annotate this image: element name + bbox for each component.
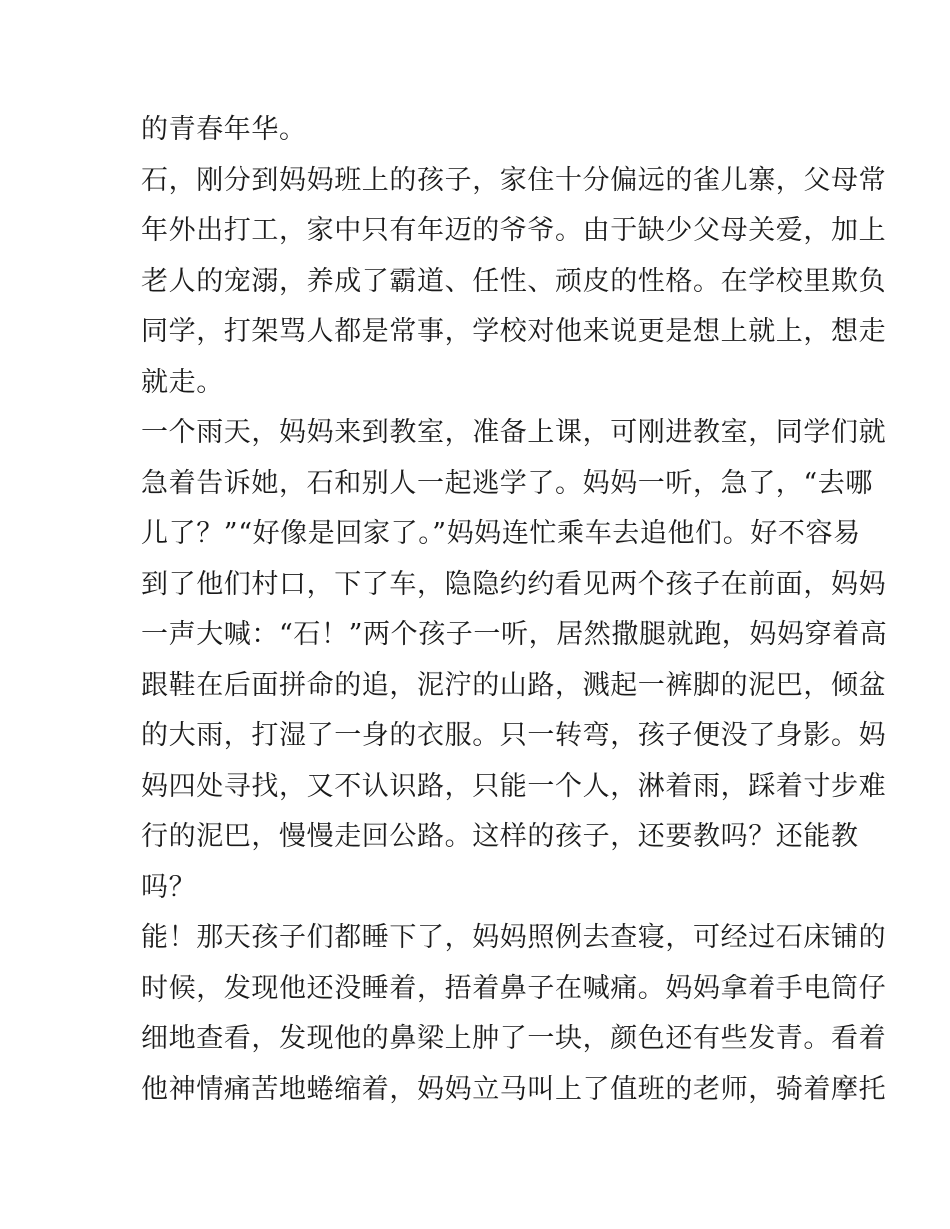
- text-line: 细地查看，发现他的鼻梁上肿了一块，颜色还有些发青。看着: [141, 1023, 887, 1054]
- text-line: 年外出打工，家中只有年迈的爷爷。由于缺少父母关爱，加上: [141, 215, 887, 246]
- text-line: 行的泥巴，慢慢走回公路。这样的孩子，还要教吗？还能教: [141, 821, 859, 852]
- text-line: 老人的宠溺，养成了霸道、任性、顽皮的性格。在学校里欺负: [141, 265, 887, 297]
- text-line: 吗？: [141, 871, 197, 903]
- text-line: 到了他们村口，下了车，隐隐约约看见两个孩子在前面，妈妈: [141, 568, 887, 600]
- text-line: 急着告诉她，石和别人一起逃学了。妈妈一听，急了，“去哪: [141, 467, 874, 499]
- text-line: 的青春年华。: [141, 114, 307, 145]
- text-line: 一个雨天，妈妈来到教室，准备上课，可刚进教室，同学们就: [141, 417, 887, 448]
- text-line: 时候，发现他还没睡着，捂着鼻子在喊痛。妈妈拿着手电筒仔: [141, 972, 887, 1004]
- text-line: 儿了？”“好像是回家了。”妈妈连忙乘车去追他们。好不容易: [141, 518, 861, 549]
- text-line: 的大雨，打湿了一身的衣服。只一转弯，孩子便没了身影。妈: [141, 720, 887, 751]
- body-text: [141, 105, 888, 1115]
- text-line: 就走。: [141, 366, 224, 398]
- text-line: 能！那天孩子们都睡下了，妈妈照例去查寝，可经过石床铺的: [141, 922, 887, 953]
- text-line: 妈四处寻找，又不认识路，只能一个人，淋着雨，踩着寸步难: [141, 770, 887, 802]
- text-line: 同学，打架骂人都是常事，学校对他来说更是想上就上，想走: [141, 316, 887, 347]
- text-line: 他神情痛苦地蜷缩着，妈妈立马叫上了值班的老师，骑着摩托: [141, 1073, 887, 1105]
- text-line: 一声大喊：“石！”两个孩子一听，居然撒腿就跑，妈妈穿着高: [141, 619, 888, 650]
- text-line: 跟鞋在后面拼命的追，泥泞的山路，溅起一裤脚的泥巴，倾盆: [141, 669, 887, 701]
- text-line: 石，刚分到妈妈班上的孩子，家住十分偏远的雀儿寨，父母常: [141, 164, 887, 196]
